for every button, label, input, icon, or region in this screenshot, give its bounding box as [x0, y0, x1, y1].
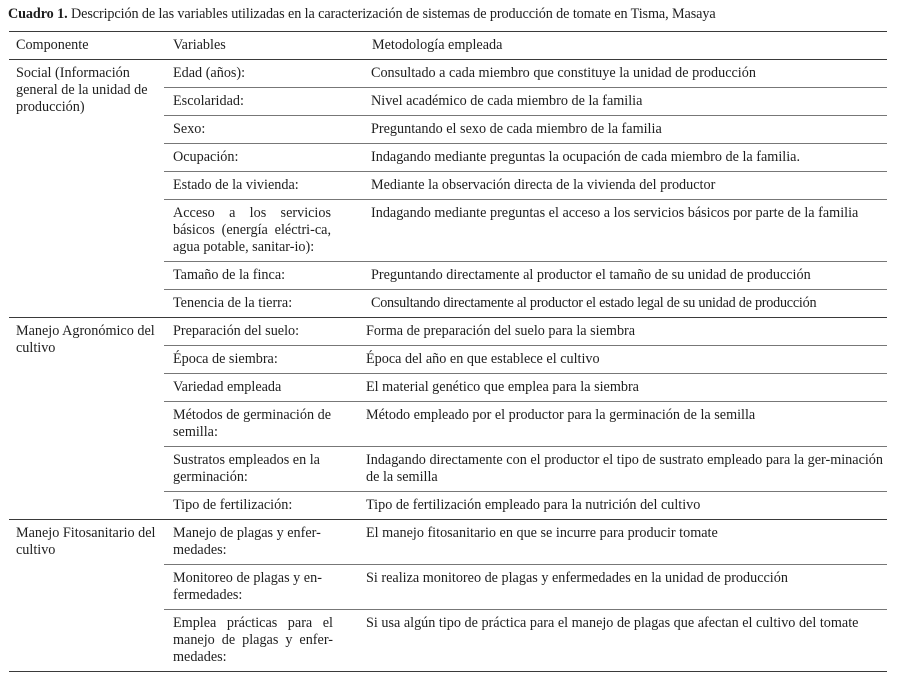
table-row [164, 144, 887, 172]
method-cell: Forma de preparación del suelo para la siembra [366, 323, 636, 339]
variable-cell: Acceso a los servicios básicos (energía eléctri-ca, agua potable, sanitar-io): [173, 205, 331, 255]
method-cell: Época del año en que establece el cultivo [366, 351, 600, 367]
method-cell: Mediante la observación directa de la vivienda del productor [371, 177, 716, 193]
header-componente: Componente [16, 37, 89, 53]
method-cell: Si realiza monitoreo de plagas y enfermedades en la unidad de producción [366, 570, 788, 586]
header-variables: Variables [173, 37, 226, 53]
table-row [164, 402, 887, 447]
variable-cell: Tipo de fertilización: [173, 497, 293, 513]
table-row [164, 374, 887, 402]
variable-cell: Monitoreo de plagas y en-fermedades: [173, 570, 322, 603]
header-metodologia: Metodología empleada [372, 37, 503, 53]
table-row [164, 520, 887, 565]
variable-cell: Manejo de plagas y enfer-medades: [173, 525, 321, 558]
method-cell: Consultando directamente al productor el estado legal de su unidad de producción [371, 295, 817, 311]
component-label: Social (Información general de la unidad de producción) [16, 65, 148, 115]
method-cell: Si usa algún tipo de práctica para el manejo de plagas que afectan el cultivo del tomate [366, 615, 859, 631]
variable-cell: Sexo: [173, 121, 206, 137]
table-row [164, 172, 887, 200]
table-row [164, 318, 887, 346]
table-header [9, 32, 887, 60]
table-row [164, 565, 887, 610]
table-row [164, 290, 887, 317]
table-row [164, 447, 887, 492]
table-row [164, 346, 887, 374]
method-cell: Consultado a cada miembro que constituye la unidad de producción [371, 65, 756, 81]
variable-cell: Estado de la vivienda: [173, 177, 299, 193]
variable-cell: Preparación del suelo: [173, 323, 300, 339]
method-cell: Preguntando el sexo de cada miembro de la familia [371, 121, 662, 137]
table-row [164, 262, 887, 290]
table-row [164, 88, 887, 116]
table-row [164, 116, 887, 144]
method-cell: Tipo de fertilización empleado para la nutrición del cultivo [366, 497, 701, 513]
table-row [164, 492, 887, 519]
variable-cell: Tenencia de la tierra: [173, 295, 293, 311]
group-manejo-agronomico [9, 318, 887, 520]
table-row [164, 610, 887, 671]
component-label: Manejo Agronómico del cultivo [16, 323, 155, 356]
caption-text: Descripción de las variables utilizadas en la caracterización de sistemas de producción de tomate en Tisma, Masaya [67, 6, 716, 22]
variable-cell: Edad (años): [173, 65, 246, 81]
variable-cell: Tamaño de la finca: [173, 267, 286, 283]
variable-cell: Escolaridad: [173, 93, 244, 109]
variable-cell: Época de siembra: [173, 351, 278, 367]
variable-cell: Variedad empleada [173, 379, 282, 395]
table-row [164, 200, 887, 262]
method-cell: Indagando directamente con el productor el tipo de sustrato empleado para la ger-minación de la semilla [366, 452, 883, 485]
variable-cell: Emplea prácticas para el manejo de plagas y enfer-medades: [173, 615, 333, 665]
variables-table [9, 31, 887, 672]
component-label: Manejo Fitosanitario del cultivo [16, 525, 156, 558]
caption-label: Cuadro 1. [8, 6, 68, 22]
table-row [164, 60, 887, 88]
method-cell: Indagando mediante preguntas el acceso a los servicios básicos por parte de la familia [371, 205, 859, 221]
variable-cell: Sustratos empleados en la germinación: [173, 452, 320, 485]
group-social [9, 60, 887, 318]
method-cell: El manejo fitosanitario en que se incurre para producir tomate [366, 525, 718, 541]
method-cell: Preguntando directamente al productor el tamaño de su unidad de producción [371, 267, 811, 283]
method-cell: Método empleado por el productor para la germinación de la semilla [366, 407, 756, 423]
method-cell: Nivel académico de cada miembro de la familia [371, 93, 643, 109]
method-cell: El material genético que emplea para la siembra [366, 379, 639, 395]
method-cell: Indagando mediante preguntas la ocupación de cada miembro de la familia. [371, 149, 800, 165]
variable-cell: Métodos de germinación de semilla: [173, 407, 331, 440]
variable-cell: Ocupación: [173, 149, 239, 165]
table-caption [8, 6, 716, 23]
group-manejo-fitosanitario [9, 520, 887, 672]
